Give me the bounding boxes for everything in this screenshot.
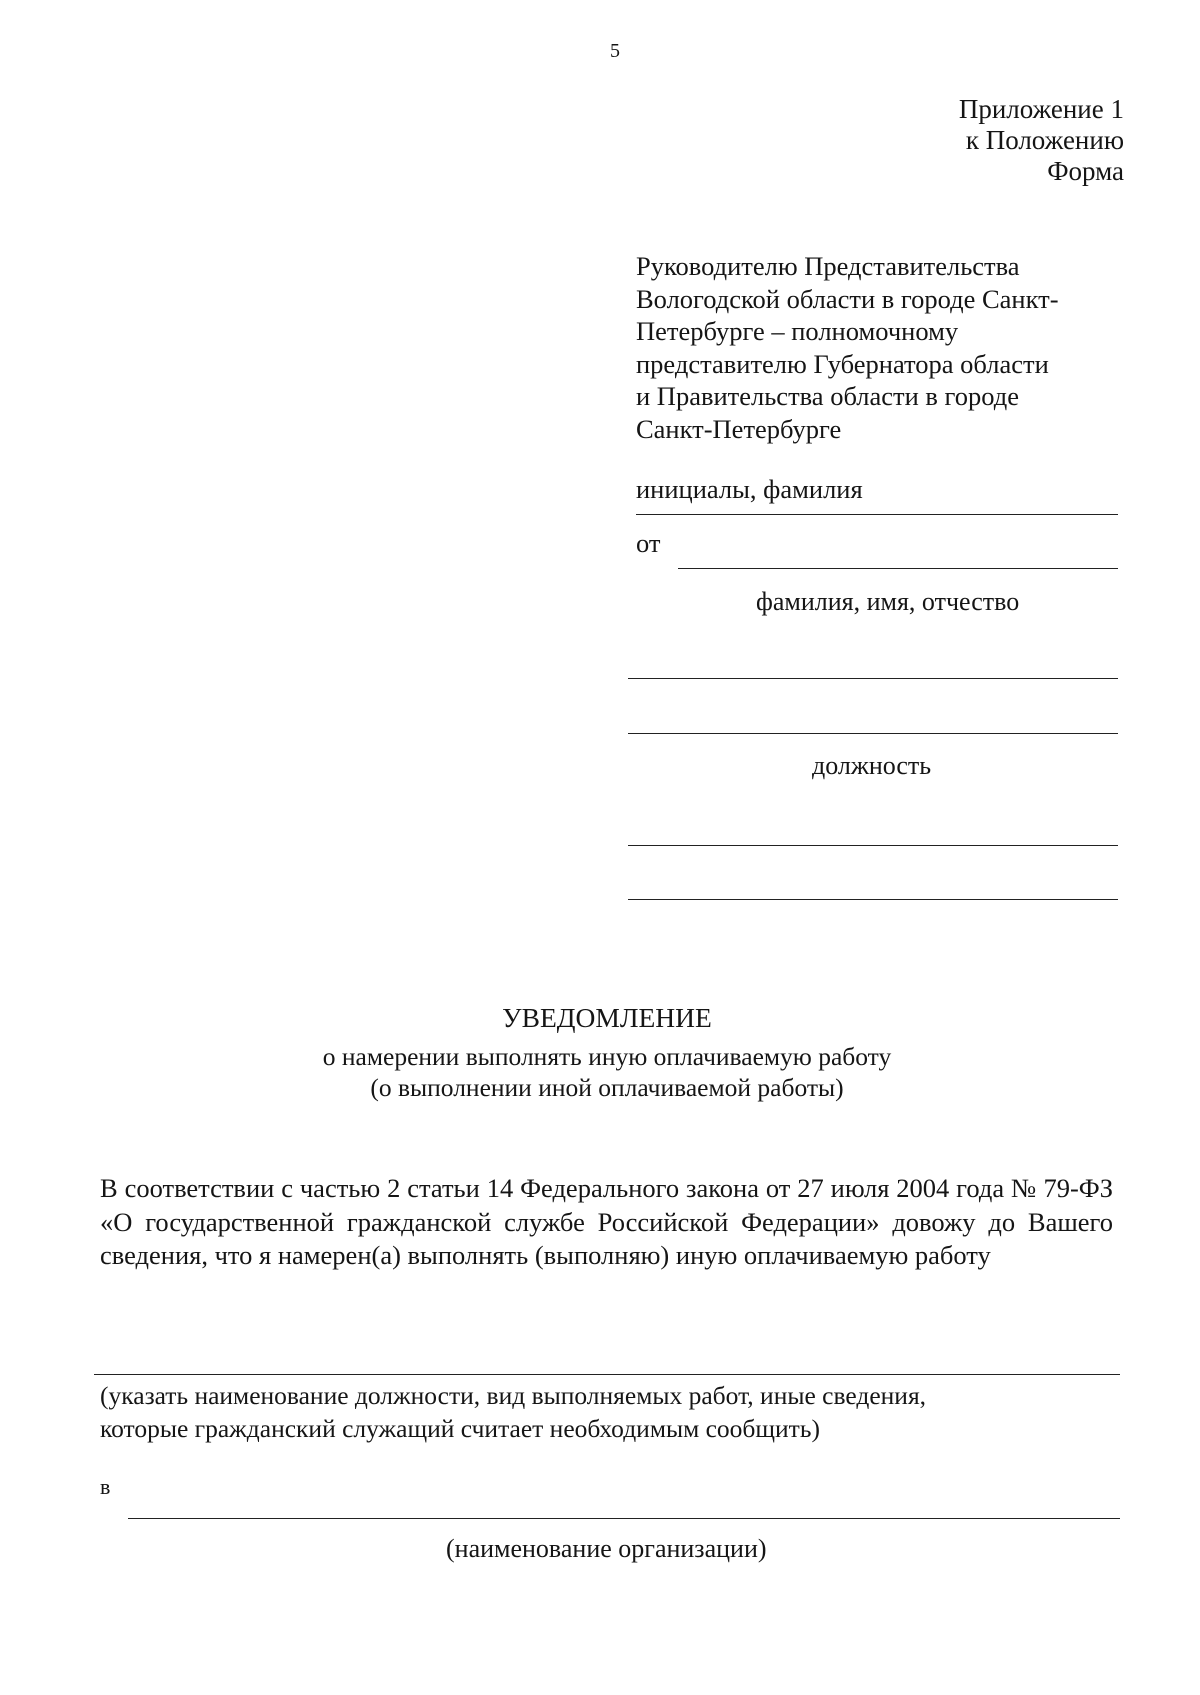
work-hint-line-2: которые гражданский служащий считает необходимым сообщить) bbox=[100, 1414, 820, 1443]
work-description-field-line[interactable] bbox=[94, 1374, 1120, 1375]
notice-subtitle-line-1: о намерении выполнять иную оплачиваемую работу bbox=[322, 1042, 892, 1071]
notice-subtitle-line-2: (о выполнении иной оплачиваемой работы) bbox=[370, 1073, 844, 1102]
fio-field-line-2[interactable] bbox=[628, 733, 1118, 734]
addressee-line: Петербурге – полномочному bbox=[636, 316, 959, 346]
addressee-line: Вологодской области в городе Санкт- bbox=[636, 283, 1059, 314]
organization-caption: (наименование организации) bbox=[446, 1534, 767, 1563]
addressee-line: представителю Губернатора области bbox=[636, 348, 1049, 379]
initials-caption: инициалы, фамилия bbox=[636, 474, 863, 504]
appendix-line-2: к Положению bbox=[965, 125, 1124, 155]
fio-caption: фамилия, имя, отчество bbox=[756, 587, 1020, 616]
in-label: в bbox=[100, 1474, 111, 1499]
work-hint-line-1: (указать наименование должности, вид выполняемых работ, иные сведения, bbox=[100, 1381, 927, 1410]
notice-title: УВЕДОМЛЕНИЕ bbox=[502, 1002, 712, 1033]
addressee-block bbox=[636, 250, 1059, 445]
position-field-line-1[interactable] bbox=[628, 845, 1118, 846]
appendix-line-3: Форма bbox=[1047, 156, 1124, 186]
position-caption: должность bbox=[812, 751, 932, 780]
organization-field-line[interactable] bbox=[128, 1518, 1120, 1519]
fio-field-line-1[interactable] bbox=[628, 678, 1118, 679]
notice-body: В соответствии с частью 2 статьи 14 Федерального закона от 27 июля 2004 года № 79-ФЗ «О государственной гражданской службе Российской Федерации» довожу до Вашего сведения, что я намерен(а) выполнять (выполняю) иную оплачиваемую работу bbox=[100, 1173, 1113, 1270]
addressee-line: Санкт-Петербурге bbox=[636, 413, 842, 444]
appendix-line-1: Приложение 1 bbox=[958, 94, 1124, 124]
initials-field-line[interactable] bbox=[636, 514, 1118, 515]
addressee-line: и Правительства области в городе bbox=[636, 381, 1019, 411]
addressee-line: Руководителю Представительства bbox=[636, 251, 1020, 281]
from-field-line[interactable] bbox=[678, 568, 1118, 569]
page-number: 5 bbox=[610, 40, 620, 62]
appendix-header bbox=[959, 94, 1124, 187]
from-label: от bbox=[636, 528, 661, 558]
position-field-line-2[interactable] bbox=[628, 899, 1118, 900]
